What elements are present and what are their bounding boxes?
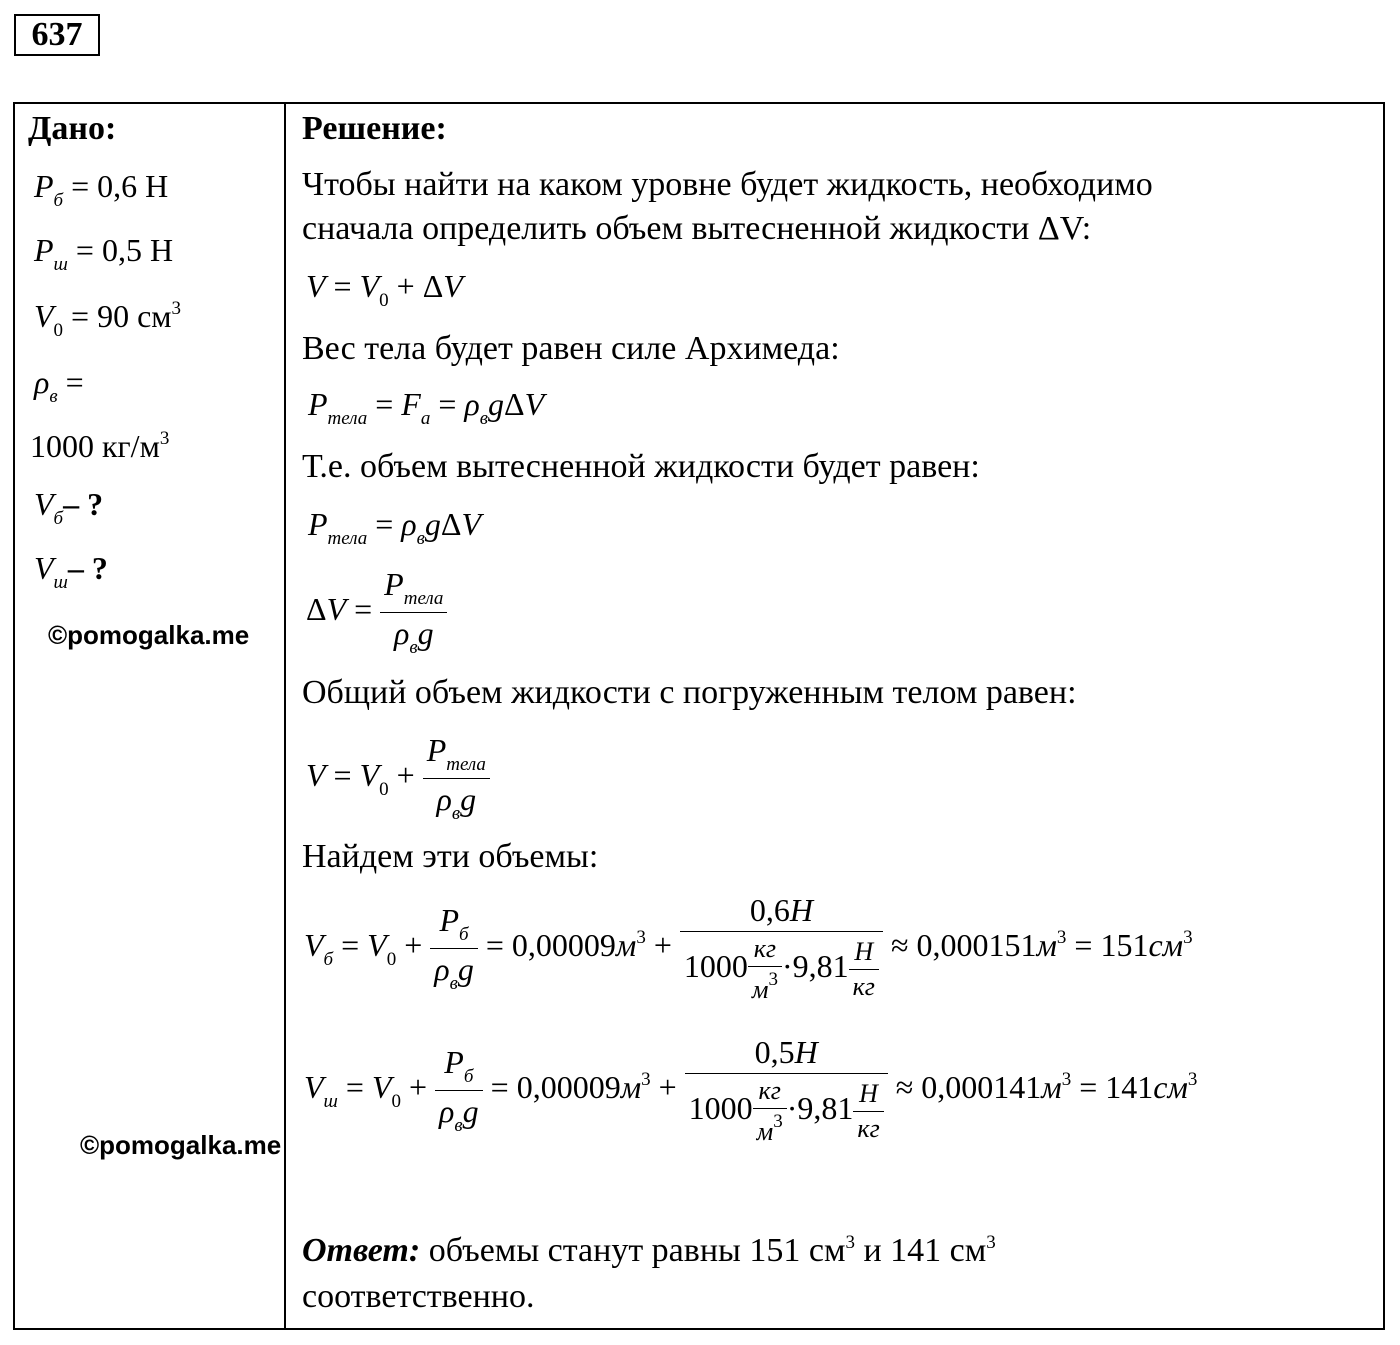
solution-text: Найдем эти объемы: [302,838,599,875]
formula-total-volume: $V = V_0 + \Delta V$ [306,268,463,311]
given-rho-value: 1000 $кг/м^3$ [30,428,170,464]
watermark: ©pomogalka.me [48,620,250,650]
formula-delta-v: ΔV = $\frac{P_{тела}}{\rho_вg}$ [306,566,447,659]
formula-archimedes: $P_{тела} = F_а = \rho_вg\Delta V$ [308,386,545,429]
given-rho: $\rho_в$ = [34,364,84,407]
calc-v-b: $V_б = V_0$ + $\frac{P_б}{\rho_вg}$ = $0,00009м^3$ + 0,6Н 1000 $\frac{кг}{м^3}$ ·9,81 $\frac{Н}{кг}$ ≈ $0,000151м^3 = 151см^3$ [304,892,1193,1004]
find-v-b: $V_б-$ ? [34,486,104,529]
solution-heading: Решение: [302,110,447,147]
calc-v-sh: $V_ш = V_0$ + $\frac{P_б}{\rho_вg}$ = $0,00009м^3$ + 0,5Н 1000 $\frac{кг}{м^3}$ ·9,81 $\frac{Н}{кг}$ ≈ $0,000141м^3 = 141см^3$ [304,1034,1198,1146]
answer-label: Ответ: [302,1232,421,1269]
answer-line-2: соответственно. [302,1278,535,1315]
solution-text: Чтобы найти на каком уровне будет жидкость, необходимо [302,166,1153,203]
solution-text: Вес тела будет равен силе Архимеда: [302,330,840,367]
given-p-sh: $P_ш = 0,5$ Н [34,232,174,275]
given-v0: $V_0 = 90$ $см^3$ [34,298,182,341]
given-p-b: $P_б = 0,6$ Н [34,168,169,211]
watermark: ©pomogalka.me [80,1130,282,1160]
given-heading: Дано: [28,110,117,147]
formula-volume-general: $V = V_0$ + $\frac{P_{тела}}{\rho_вg}$ [306,732,490,825]
answer-line: Ответ: объемы станут равны 151 $см^3$ и 141 $см^3$ [302,1232,996,1269]
find-v-sh: $V_ш-$ ? [34,550,108,593]
solution-text: Общий объем жидкости с погруженным телом равен: [302,674,1077,711]
problem-number: 637 [14,14,100,56]
solution-text: Т.е. объем вытесненной жидкости будет равен: [302,448,980,485]
solution-text: сначала определить объем вытесненной жидкости ΔV: [302,210,1092,247]
column-divider [284,102,286,1330]
formula-weight: $P_{тела} = \rho_вg\Delta V$ [308,506,482,549]
